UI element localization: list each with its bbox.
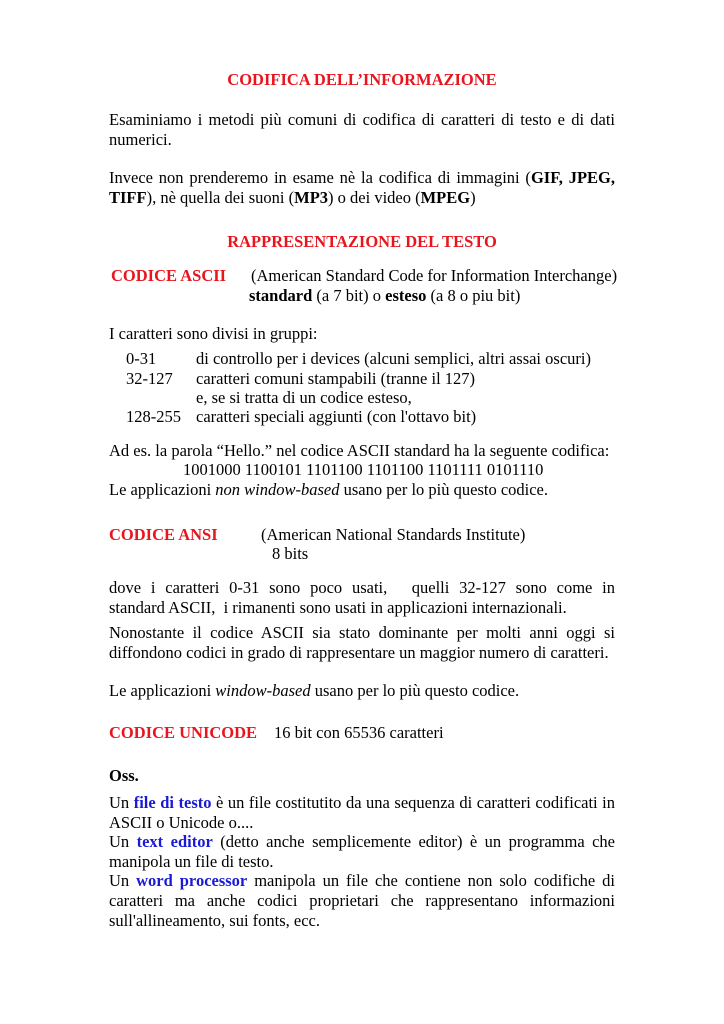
text-editor-paragraph: Un text editor (detto anche semplicemente editor) è un programma che manipola un file di testo. (109, 832, 615, 871)
oss-heading: Oss. (109, 766, 139, 785)
section-title: RAPPRESENTAZIONE DEL TESTO (227, 232, 497, 251)
file-di-testo-term: file di testo (133, 793, 212, 812)
group-range: 32-127 (126, 369, 173, 388)
group-description: caratteri comuni stampabili (tranne il 127) (196, 369, 476, 388)
ascii-description: (American Standard Code for Information Interchange) (251, 266, 618, 285)
ansi-heading: CODICE ANSI (109, 525, 218, 544)
text-editor-term: text editor (136, 832, 213, 851)
file-di-testo-paragraph: Un file di testo è un file costitutito da una sequenza di caratteri codificati in ASCII o Unicode o.... (109, 793, 615, 832)
ansi-apps-note: Le applicazioni window-based usano per lo più questo codice. (109, 681, 520, 700)
word-processor-term: word processor (136, 871, 248, 890)
audio-format: MP3 (294, 188, 329, 207)
video-format: MPEG (420, 188, 471, 207)
ansi-paragraph: dove i caratteri 0-31 sono poco usati, quelli 32-127 sono come in standard ASCII, i rimanenti sono usati in applicazioni internazionali. (109, 578, 620, 617)
group-description: caratteri speciali aggiunti (con l'ottavo bit) (196, 407, 477, 426)
page-title: CODIFICA DELL’INFORMAZIONE (227, 70, 497, 89)
group-description: e, se si tratta di un codice esteso, (196, 388, 412, 407)
word-processor-paragraph: Un word processor manipola un file che contiene non solo codifiche di caratteri ma anche codici proprietari che rappresentano informazioni sull'allineamento, sui fonts, ecc. (109, 871, 615, 930)
ansi-bits: 8 bits (272, 544, 309, 563)
group-description: di controllo per i devices (alcuni semplici, altri assai oscuri) (196, 349, 591, 368)
tiff-format: TIFF (109, 188, 147, 207)
image-formats: GIF, JPEG, (530, 168, 615, 187)
group-range: 128-255 (126, 407, 181, 426)
unicode-description: 16 bit con 65536 caratteri (274, 723, 444, 742)
ascii-heading: CODICE ASCII (111, 266, 227, 285)
intro-formats-paragraph: Invece non prenderemo in esame nè la codifica di immagini (GIF, JPEG, TIFF), nè quella dei suoni (MP3) o dei video (MPEG) (109, 168, 615, 207)
intro-paragraph: Esaminiamo i metodi più comuni di codifica di caratteri di testo e di dati numerici. (109, 110, 615, 149)
ascii-bit-variants: standard (a 7 bit) o esteso (a 8 o piu bit) (249, 286, 521, 305)
unicode-heading: CODICE UNICODE (109, 723, 258, 742)
ansi-description: (American National Standards Institute) (261, 525, 526, 544)
hello-example: Ad es. la parola “Hello.” nel codice ASCII standard ha la seguente codifica: (109, 441, 610, 460)
group-range: 0-31 (126, 349, 157, 368)
ascii-apps-note: Le applicazioni non window-based usano per lo più questo codice. (109, 480, 549, 499)
hello-binary-code: 1001000 1100101 1101100 1101100 1101111 0101110 (183, 460, 544, 479)
unicode-motivation-paragraph: Nonostante il codice ASCII sia stato dominante per molti anni oggi si diffondono codici in grado di rappresentare un maggior numero di caratteri. (109, 623, 615, 662)
groups-intro: I caratteri sono divisi in gruppi: (109, 324, 318, 343)
